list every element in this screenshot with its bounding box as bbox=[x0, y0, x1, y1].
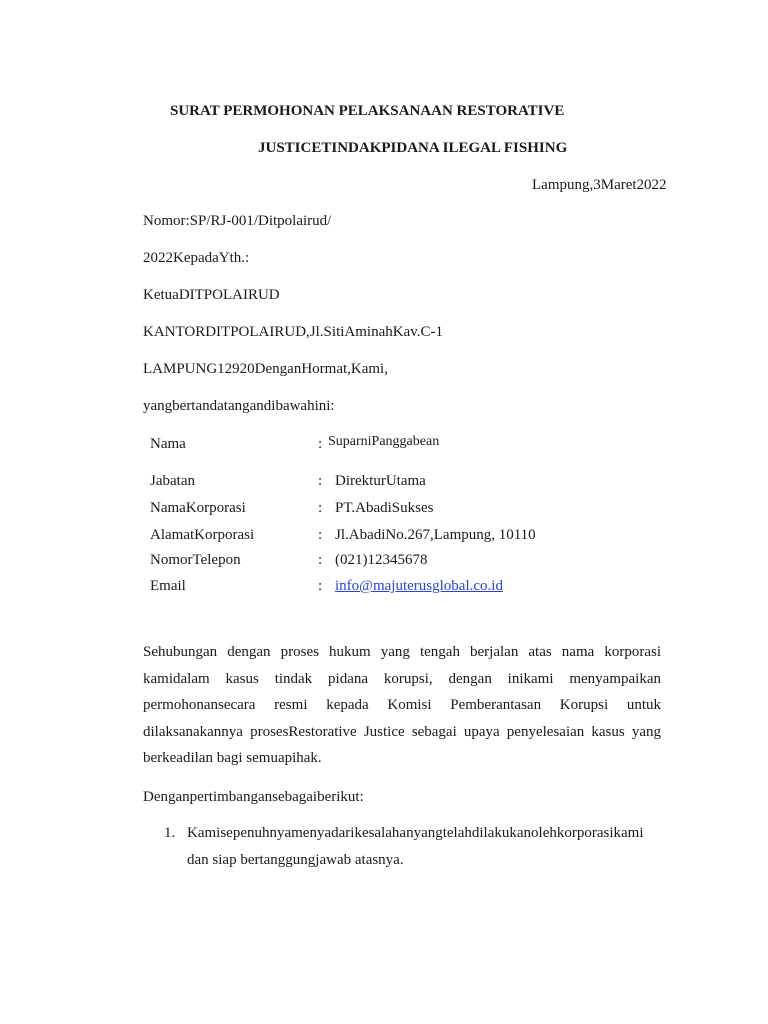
identity-value-phone: (021)12345678 bbox=[335, 552, 428, 568]
identity-colon: : bbox=[318, 436, 323, 452]
letter-number: Nomor:SP/RJ-001/Ditpolairud/ bbox=[143, 213, 332, 229]
identity-label-name: Nama bbox=[150, 436, 186, 452]
list-item-text: Kamisepenuhnyamenyadarikesalahanyangtelahdilakukanolehkorporasikami bbox=[187, 825, 644, 841]
undersigned-line: yangbertandatangandibawahini: bbox=[143, 398, 335, 414]
paragraph-line: berkeadilan bagi semuapihak. bbox=[143, 750, 322, 766]
identity-label-corporation: NamaKorporasi bbox=[150, 500, 246, 516]
considerations-intro: Denganpertimbangansebagaiberikut: bbox=[143, 789, 364, 805]
title-line-2: JUSTICETINDAKPIDANA ILEGAL FISHING bbox=[258, 140, 568, 156]
body-paragraph bbox=[143, 644, 661, 774]
identity-label-address: AlamatKorporasi bbox=[150, 527, 255, 543]
identity-label-email: Email bbox=[150, 578, 186, 594]
identity-value-corporation: PT.AbadiSukses bbox=[335, 500, 434, 516]
identity-label-position: Jabatan bbox=[150, 473, 195, 489]
identity-value-position: DirekturUtama bbox=[335, 473, 426, 489]
identity-label-phone: NomorTelepon bbox=[150, 552, 241, 568]
place-date: Lampung,3Maret2022 bbox=[532, 177, 667, 193]
list-item-text-continued: dan siap bertanggungjawab atasnya. bbox=[187, 852, 404, 868]
identity-colon: : bbox=[318, 473, 323, 489]
identity-colon: : bbox=[318, 500, 323, 516]
list-item-number: 1. bbox=[164, 825, 176, 841]
identity-value-name: SuparniPanggabean bbox=[328, 434, 440, 449]
identity-colon: : bbox=[318, 578, 323, 594]
identity-colon: : bbox=[318, 527, 323, 543]
recipient-address: KANTORDITPOLAIRUD,Jl.SitiAminahKav.C-1 bbox=[143, 324, 443, 340]
identity-value-address: Jl.AbadiNo.267,Lampung, 10110 bbox=[335, 527, 536, 543]
title-line-1: SURAT PERMOHONAN PELAKSANAAN RESTORATIVE bbox=[170, 103, 565, 119]
paragraph-line: kamidalam kasus tindak pidana korupsi, dengan inikami menyampaikan bbox=[143, 671, 661, 687]
paragraph-line: permohonansecara resmi kepada Komisi Pemberantasan Korupsi untuk bbox=[143, 697, 661, 713]
identity-colon: : bbox=[318, 552, 323, 568]
paragraph-line: Sehubungan dengan proses hukum yang tengah berjalan atas nama korporasi bbox=[143, 644, 661, 660]
paragraph-line: dilaksanakannya prosesRestorative Justice sebagai upaya penyelesaian kasus yang bbox=[143, 724, 661, 740]
recipient-line: 2022KepadaYth.: bbox=[143, 250, 250, 266]
email-link[interactable]: info@majuterusglobal.co.id bbox=[335, 578, 503, 594]
recipient-city-greeting: LAMPUNG12920DenganHormat,Kami, bbox=[143, 361, 388, 377]
recipient-title: KetuaDITPOLAIRUD bbox=[143, 287, 280, 303]
